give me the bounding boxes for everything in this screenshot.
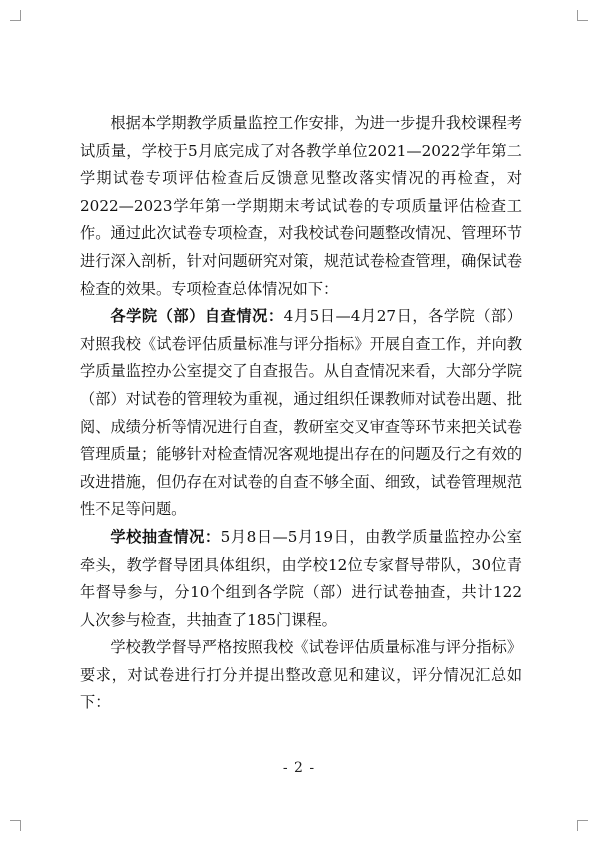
paragraph-scoring-summary [80, 634, 522, 717]
page-number: - 2 - [282, 760, 316, 776]
body-text [80, 110, 522, 717]
paragraph-school-sampling [80, 524, 522, 634]
page-corner-mark [577, 820, 588, 831]
page-corner-mark [10, 820, 21, 831]
paragraph-text: 学校教学督导严格按照我校《试卷评估质量标准与评分指标》要求，对试卷进行打分并提出整改意见和建议，评分情况汇总如下： [80, 638, 522, 712]
paragraph-text: 根据本学期教学质量监控工作安排，为进一步提升我校课程考试质量，学校于5月底完成了对各教学单位2021—2022学年第二学期试卷专项评估检查后反馈意见整改落实情况的再检查，对2022—2023学年第一学期期末考试试卷的专项质量评估检查工作。通过此次试卷专项检查，对我校试卷问题整改情况、管理环节进行深入剖析，针对问题研究对策，规范试卷检查管理，确保试卷检查的效果。专项检查总体情况如下： [80, 114, 522, 298]
paragraph-text: 4月5日—4月27日，各学院（部）对照我校《试卷评估质量标准与评分指标》开展自查工作，并向教学质量监控办公室提交了自查报告。从自查情况来看，大部分学院（部）对试卷的管理较为重视，通过组织任课教师对试卷出题、批阅、成绩分析等情况进行自查，教研室交叉审查等环节来把关试卷管理质量；能够针对检查情况客观地提出存在的问题及行之有效的改进措施，但仍存在对试卷的自查不够全面、细致，试卷管理规范性不足等问题。 [80, 307, 522, 519]
paragraph-self-check [80, 303, 522, 524]
paragraph-lead-heading: 学校抽查情况： [110, 527, 221, 546]
paragraph-intro [80, 110, 522, 303]
page-corner-mark [577, 10, 588, 21]
page-corner-mark [10, 10, 21, 21]
paragraph-text: 5月8日—5月19日，由教学质量监控办公室牵头，教学督导团具体组织，由学校12位专家督导带队，30位青年督导参与，分10个组到各学院（部）进行试卷抽查，共计122人次参与检查，共抽查了185门课程。 [80, 527, 522, 629]
paragraph-lead-heading: 各学院（部）自查情况： [110, 307, 284, 326]
